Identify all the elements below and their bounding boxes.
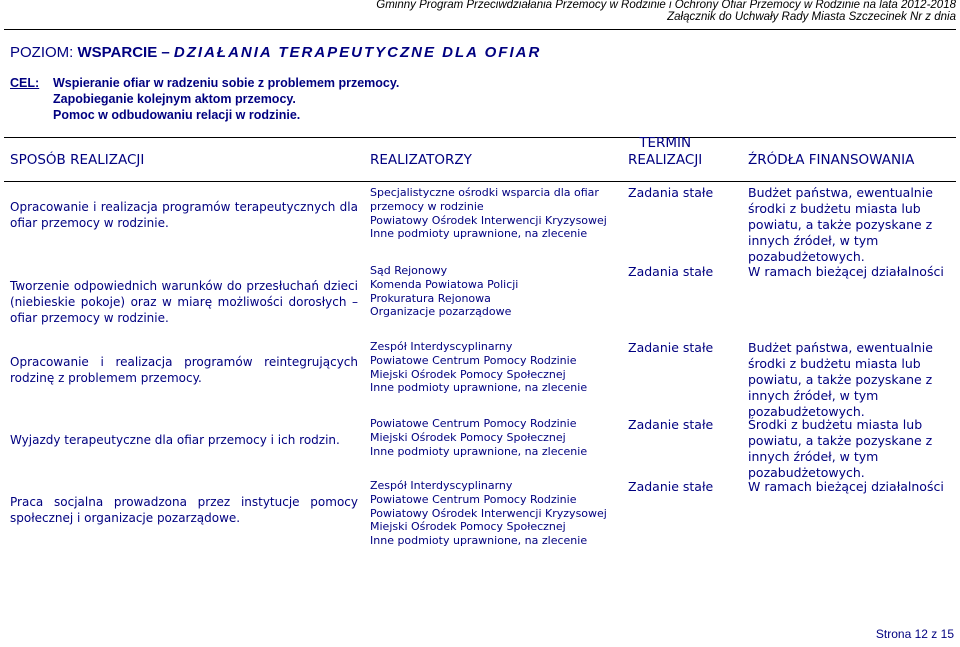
row-2-deadline: Zadania stałe: [628, 264, 714, 279]
header-divider: [4, 29, 956, 30]
level-subtitle: DZIAŁANIA TERAPEUTYCZNE DLA OFIAR: [173, 44, 542, 61]
column-header-deadline: [628, 135, 702, 169]
goal-item: Zapobieganie kolejnym aktom przemocy.: [53, 92, 296, 106]
executor-item: Specjalistyczne ośrodki wsparcia dla ofiar przemocy w rodzinie: [370, 186, 599, 213]
goal-list: [53, 75, 399, 123]
executor-item: Miejski Ośrodek Pomocy Społecznej: [370, 520, 566, 534]
row-4-deadline: Zadanie stałe: [628, 417, 714, 432]
table-header-divider: [4, 181, 956, 182]
row-5-method: Praca socjalna prowadzona przez instytucje pomocy społecznej i organizacje pozarządowe.: [10, 495, 358, 525]
goal-item: Wspieranie ofiar w radzeniu sobie z problemem przemocy.: [53, 76, 400, 90]
goal-item: Pomoc w odbudowaniu relacji w rodzinie.: [53, 108, 301, 122]
document-header-annex: Załącznik do Uchwały Rady Miasta Szczecinek Nr z dnia: [667, 11, 956, 23]
row-5-funding: W ramach bieżącej działalności: [748, 479, 944, 494]
row-2-funding: W ramach bieżącej działalności: [748, 264, 944, 279]
page-label: Strona: [875, 627, 912, 641]
column-header-executors: REALIZATORZY: [370, 152, 472, 168]
row-1-deadline: Zadania stałe: [628, 185, 714, 200]
level-prefix: POZIOM:: [10, 44, 78, 61]
page-number: [876, 627, 954, 641]
executor-item: Zespół Interdyscyplinarny: [370, 340, 513, 353]
row-4-method: Wyjazdy terapeutyczne dla ofiar przemocy i ich rodzin.: [10, 433, 340, 447]
section-divider: [4, 137, 956, 138]
executor-item: Sąd Rejonowy: [370, 264, 448, 277]
current-page: 12: [914, 627, 928, 641]
column-header-deadline-line2: REALIZACJI: [628, 152, 703, 168]
row-3-funding: Budżet państwa, ewentualnie środki z budżetu miasta lub powiatu, a także pozyskane z innych źródeł, w tym pozabudżetowych.: [748, 340, 933, 419]
row-5-executors: [370, 479, 615, 548]
level-heading: [10, 44, 541, 62]
executor-item: Inne podmioty uprawnione, na zlecenie: [370, 534, 588, 548]
row-4-funding: Środki z budżetu miasta lub powiatu, a także pozyskane z innych źródeł, w tym pozabudżetowych.: [748, 417, 933, 480]
executor-item: Powiatowy Ośrodek Interwencji Kryzysowej: [370, 506, 607, 520]
total-pages: 15: [940, 627, 954, 641]
executor-item: Organizacje pozarządowe: [370, 305, 512, 319]
executor-item: Inne podmioty uprawnione, na zlecenie: [370, 381, 588, 395]
executor-item: Miejski Ośrodek Pomocy Społecznej: [370, 367, 566, 381]
row-2-executors: [370, 264, 615, 319]
executor-item: Miejski Ośrodek Pomocy Społecznej: [370, 430, 566, 444]
executor-item: Inne podmioty uprawnione, na zlecenie: [370, 444, 588, 458]
executor-item: Inne podmioty uprawnione, na zlecenie: [370, 227, 588, 241]
executor-item: Komenda Powiatowa Policji: [370, 277, 519, 291]
row-3-method: Opracowanie i realizacja programów reintegrujących rodzinę z problemem przemocy.: [10, 355, 358, 385]
row-1-funding: Budżet państwa, ewentualnie środki z budżetu miasta lub powiatu, a także pozyskane z innych źródeł, w tym pozabudżetowych.: [748, 185, 933, 264]
row-2-method: Tworzenie odpowiednich warunków do przesłuchań dzieci (niebieskie pokoje) oraz w miarę możliwości dorosłych – ofiar przemocy w rodzinie.: [10, 279, 358, 325]
row-4-executors: [370, 417, 615, 458]
column-header-funding: ŹRÓDŁA FINANSOWANIA: [748, 152, 915, 168]
row-5-deadline: Zadanie stałe: [628, 479, 714, 494]
document-header-title: Gminny Program Przeciwdziałania Przemocy w Rodzinie i Ochrony Ofiar Przemocy w Rodzinie na lata 2012-2018: [376, 0, 956, 11]
row-1-method: Opracowanie i realizacja programów terapeutycznych dla ofiar przemocy w rodzinie.: [10, 200, 358, 230]
column-header-method: SPOSÓB REALIZACJI: [10, 152, 145, 168]
row-1-executors: [370, 186, 615, 241]
executor-item: Powiatowy Ośrodek Interwencji Kryzysowej: [370, 213, 607, 227]
executor-item: Prokuratura Rejonowa: [370, 291, 491, 305]
executor-item: Powiatowe Centrum Pomocy Rodzinie: [370, 492, 577, 506]
executor-item: Powiatowe Centrum Pomocy Rodzinie: [370, 353, 577, 367]
row-3-deadline: Zadanie stałe: [628, 340, 714, 355]
executor-item: Powiatowe Centrum Pomocy Rodzinie: [370, 417, 577, 430]
executor-item: Zespół Interdyscyplinarny: [370, 479, 513, 492]
column-header-deadline-line1: TERMIN: [639, 135, 692, 151]
page-separator: z: [931, 627, 938, 641]
row-3-executors: [370, 340, 615, 395]
goal-label: CEL:: [10, 76, 40, 90]
level-name: WSPARCIE –: [77, 44, 174, 61]
